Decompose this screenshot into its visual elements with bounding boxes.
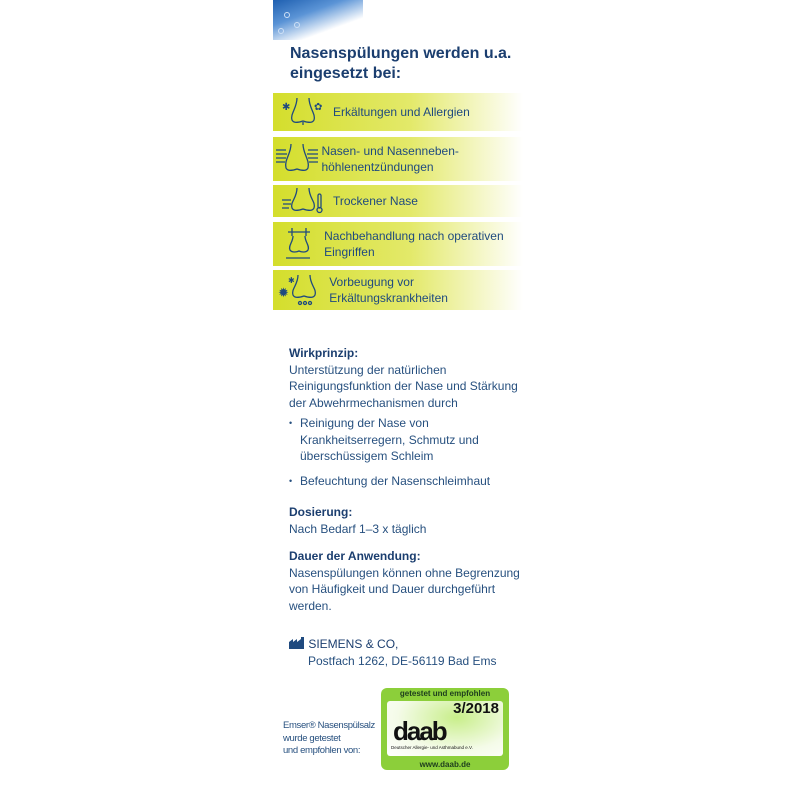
indication-item bbox=[273, 222, 523, 266]
manufacturer-name: SIEMENS & CO, bbox=[308, 637, 399, 651]
manufacturer-postal: Postfach 1262, DE-56119 Bad Ems bbox=[308, 654, 497, 668]
nose-prevention-icon bbox=[273, 273, 329, 307]
dosierung-title: Dosierung: bbox=[289, 505, 353, 519]
section-heading: Nasenspülungen werden u.a. eingesetzt bei: bbox=[290, 45, 512, 82]
wirkprinzip-text: Unterstützung der natürlichen Reinigungsfunktion der Nase und Stärkung der Abwehrmechanismen durch bbox=[289, 362, 518, 410]
seal-date: 3/2018 bbox=[453, 700, 499, 717]
svg-text:✱: ✱ bbox=[288, 276, 295, 285]
dosierung-section bbox=[289, 504, 529, 537]
svg-text:✿: ✿ bbox=[314, 102, 323, 113]
list-item: • Befeuchtung der Nasenschleimhaut bbox=[289, 473, 529, 490]
note-line: Emser® Nasenspülsalz bbox=[283, 720, 375, 731]
dosierung-text: Nach Bedarf 1–3 x täglich bbox=[289, 521, 427, 536]
indication-label: Vorbeugung vor Erkältungskrankheiten bbox=[329, 275, 448, 305]
seal-url: www.daab.de bbox=[419, 760, 471, 769]
nose-allergy-icon bbox=[273, 96, 333, 128]
manufacturer-address bbox=[289, 636, 497, 670]
note-line: und empfohlen von: bbox=[283, 745, 361, 756]
seal-org: Deutscher Allergie- und Asthmabund e.V. bbox=[391, 745, 473, 750]
dauer-title: Dauer der Anwendung: bbox=[289, 549, 421, 563]
indication-label: Nachbehandlung nach operativen Eingriffen bbox=[324, 229, 504, 259]
wirkprinzip-section bbox=[289, 345, 529, 497]
bubble-icon bbox=[294, 22, 300, 28]
dauer-text: Nasenspülungen können ohne Begrenzung von Häufigkeit und Dauer durchgeführt werden. bbox=[289, 565, 520, 613]
recommendation-note bbox=[283, 720, 375, 758]
dauer-section bbox=[289, 548, 529, 614]
bubble-icon bbox=[284, 12, 290, 18]
factory-icon bbox=[289, 637, 305, 649]
indication-item bbox=[273, 93, 523, 131]
list-item: • Reinigung der Nase von Krankheitserregern, Schmutz und überschüssigem Schleim bbox=[289, 415, 529, 465]
indication-item bbox=[273, 270, 523, 310]
indication-label: Erkältungen und Allergien bbox=[333, 105, 470, 119]
nose-surgery-icon bbox=[273, 226, 324, 262]
indication-item bbox=[273, 137, 523, 181]
nose-sinus-icon bbox=[273, 142, 321, 176]
svg-text:✱: ✱ bbox=[282, 102, 291, 113]
indication-label: Trockener Nase bbox=[333, 194, 418, 208]
daab-seal bbox=[381, 688, 509, 770]
indication-label: Nasen- und Nasenneben-höhlenentzündungen bbox=[321, 144, 459, 174]
wirkprinzip-title: Wirkprinzip: bbox=[289, 346, 359, 360]
seal-top-text: getestet und empfohlen bbox=[399, 689, 491, 698]
svg-text:✹: ✹ bbox=[278, 285, 290, 300]
indication-item bbox=[273, 185, 523, 217]
bubble-icon bbox=[278, 28, 284, 34]
daab-logo: daab bbox=[393, 716, 446, 746]
note-line: wurde getestet bbox=[283, 732, 341, 744]
decorative-water-corner bbox=[273, 0, 363, 40]
nose-dry-icon bbox=[273, 186, 333, 216]
